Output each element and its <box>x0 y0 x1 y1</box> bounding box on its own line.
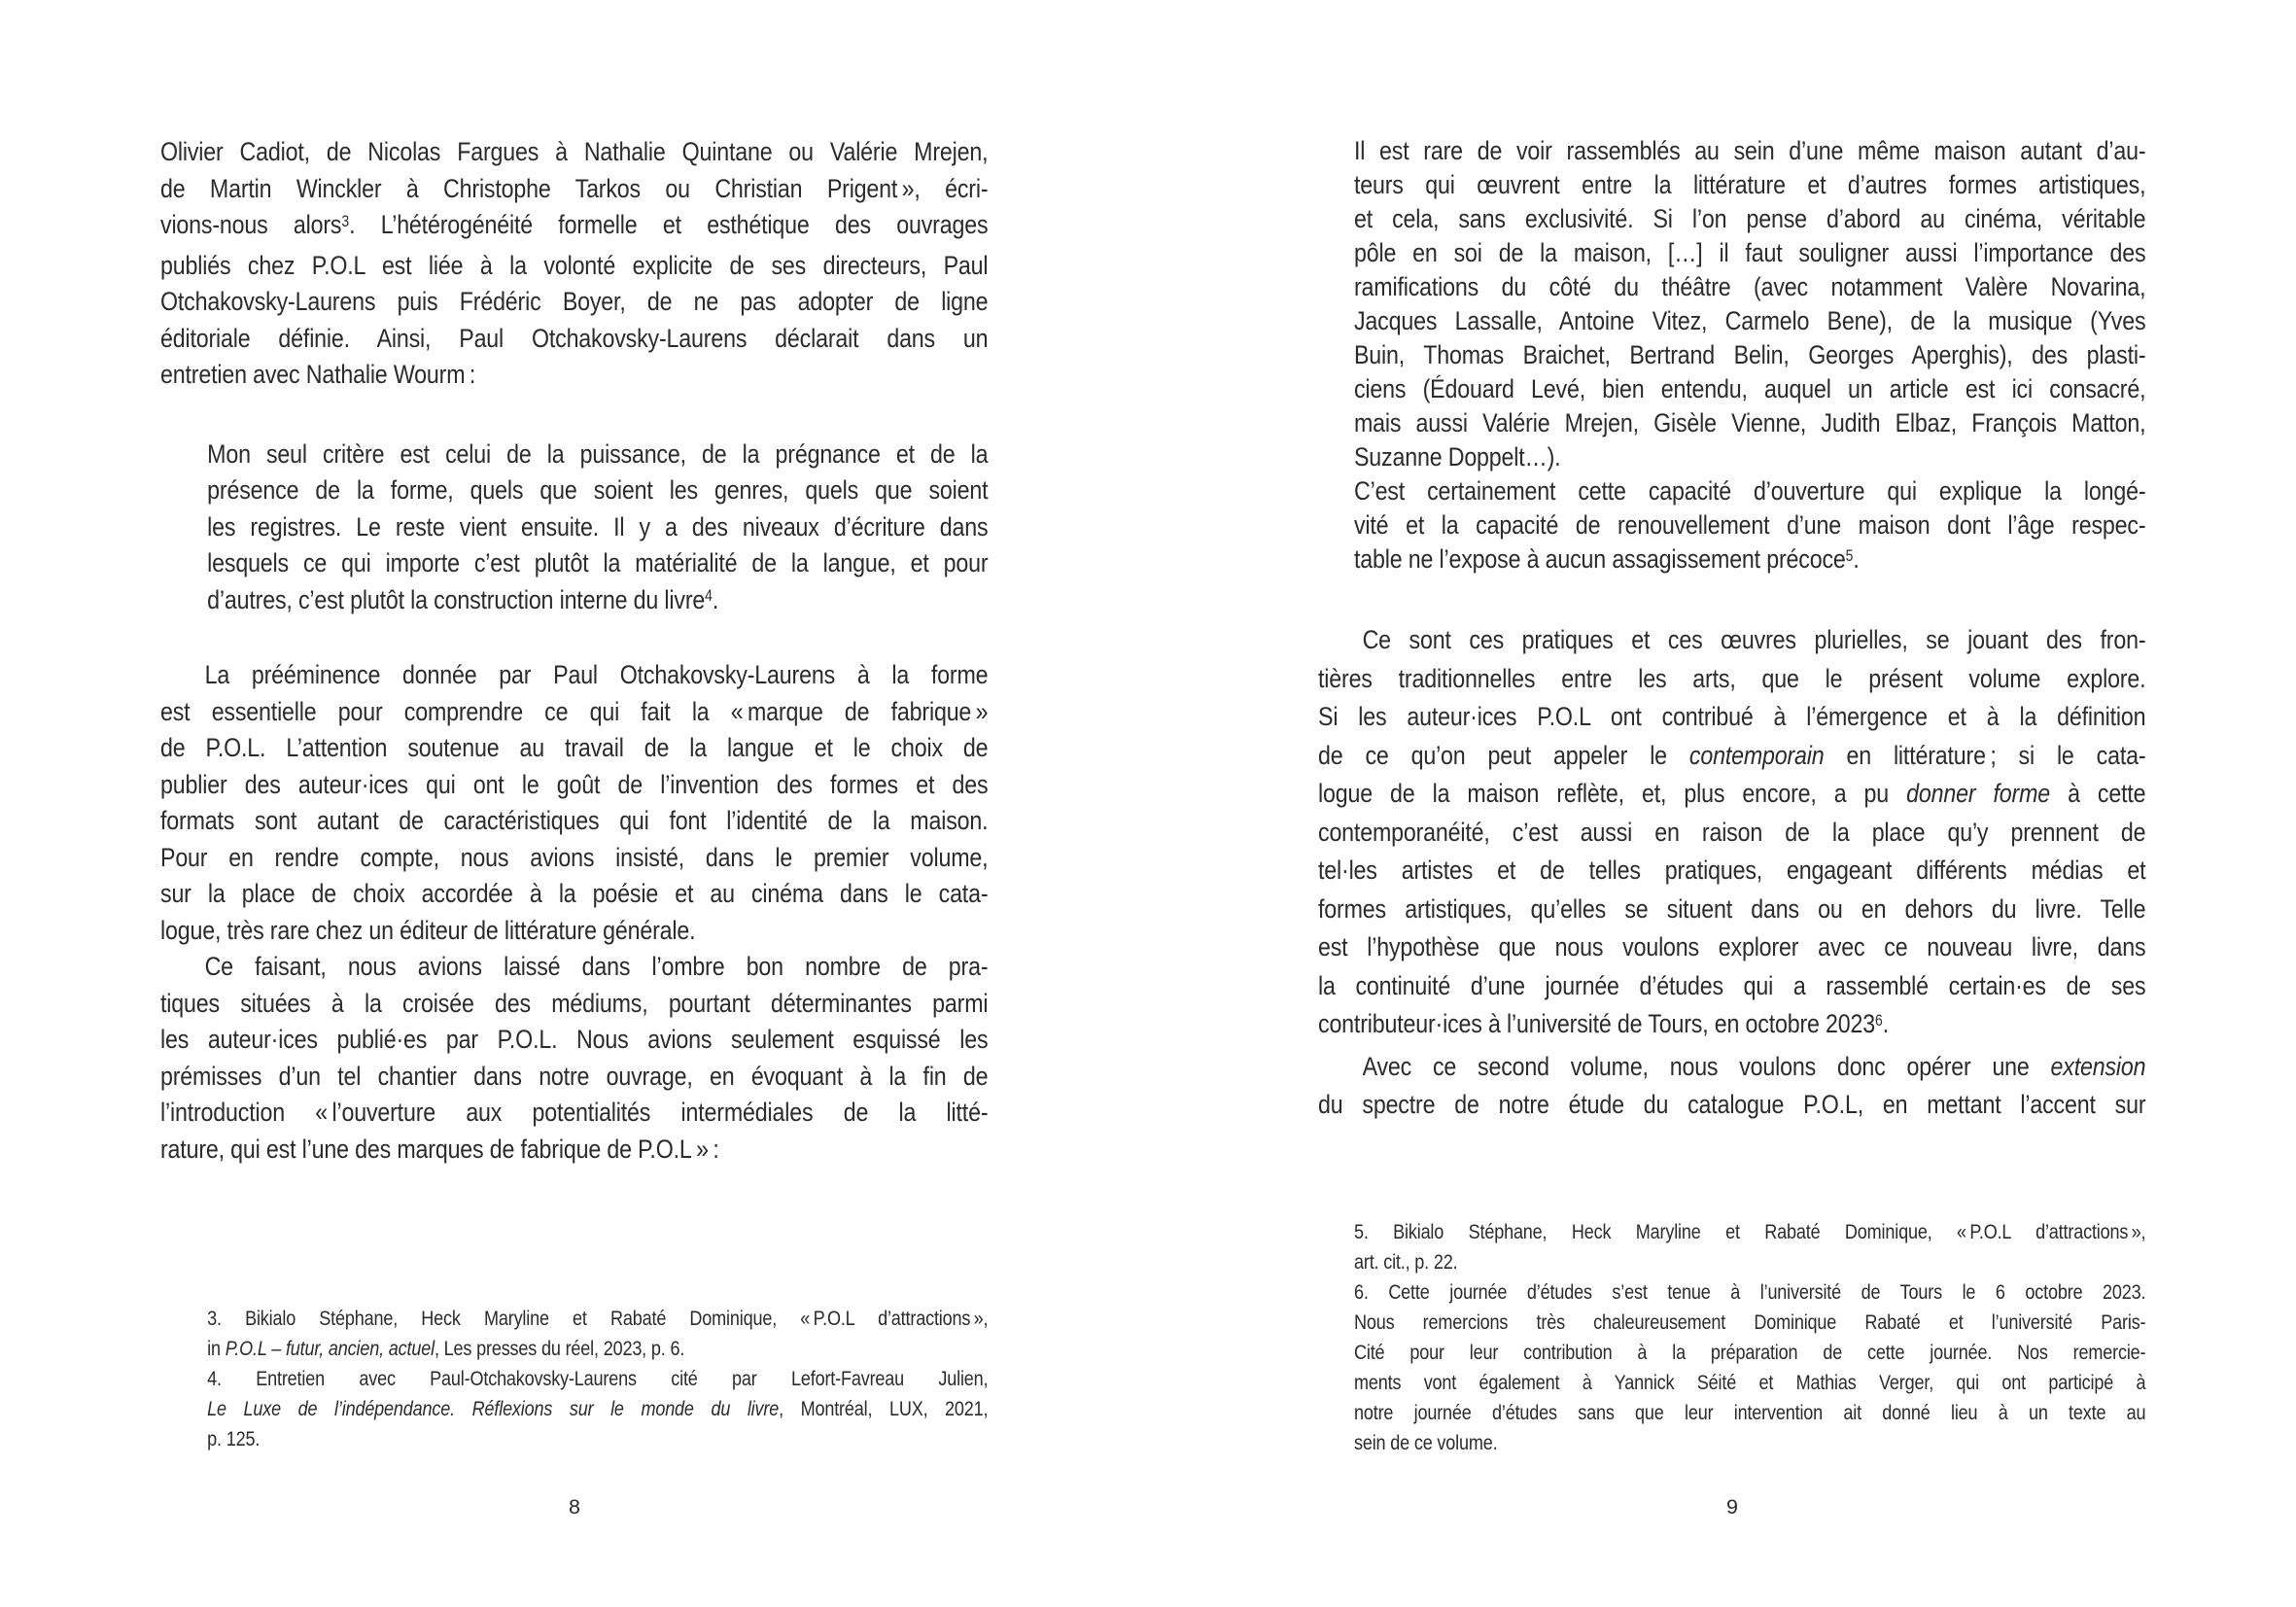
text-line <box>1354 1428 2145 1458</box>
text-line <box>160 803 988 840</box>
text-run: ments vont également à Yannick Séité et Mathias Verger, qui ont participé à <box>1353 1371 2146 1394</box>
text-run: Il est rare de voir rassemblés au sein d’une même maison autant d’au- <box>1353 136 2146 165</box>
text-run: . <box>1853 544 1860 574</box>
text-run: vité et la capacité de renouvellement d’une maison dont l’âge respec- <box>1353 510 2146 540</box>
paragraph <box>1318 621 2145 1048</box>
text-run: lesquels ce qui importe c’est plutôt la matérialité de la langue, et pour <box>207 548 989 577</box>
text-line <box>160 840 988 877</box>
text-run: les auteur·ices publié·es par P.O.L. Nous avions seulement esquissé les <box>160 1025 989 1054</box>
text-line <box>160 357 988 394</box>
text-run: 5. Bikialo Stéphane, Heck Maryline et Rabaté Dominique, « P.O.L d’attractions », <box>1353 1220 2146 1243</box>
text-line <box>1354 304 2145 338</box>
text-run: l’introduction « l’ouverture aux potentialités intermédiales de la litté- <box>160 1098 989 1127</box>
text-line <box>1354 406 2145 440</box>
page-number-right: 9 <box>1726 1495 1738 1519</box>
text-line <box>1318 1005 2145 1048</box>
text-run: art. cit., p. 22. <box>1353 1250 1458 1274</box>
text-line <box>1354 168 2145 202</box>
text-run: présence de la forme, quels que soient les genres, quels que soient <box>207 475 989 505</box>
text-run: Si les auteur·ices P.O.L ont contribué à l’émergence et à la définition <box>1318 702 2146 731</box>
text-run: est essentielle pour comprendre ce qui fait la « marque de fabrique » <box>160 696 989 726</box>
text-run: Avec ce second volume, nous voulons donc opérer une <box>1362 1051 2051 1081</box>
text-run: sein de ce volume. <box>1353 1431 1498 1454</box>
text-run: 3. Bikialo Stéphane, Heck Maryline et Rabaté Dominique, « P.O.L d’attractions », <box>207 1308 989 1330</box>
italic-text-run: P.O.L – futur, ancien, actuel <box>225 1338 435 1360</box>
text-line <box>1354 474 2145 508</box>
text-line <box>160 248 988 285</box>
text-run: en littérature ; si le cata- <box>1824 740 2146 770</box>
text-line <box>1318 852 2145 891</box>
text-run: Ce faisant, nous avions laissé dans l’ombre bon nombre de pra- <box>204 952 989 981</box>
text-line <box>1354 508 2145 542</box>
footnote-block <box>1318 1217 2145 1458</box>
text-run: Suzanne Doppelt…). <box>1353 442 1561 472</box>
text-run: prémisses d’un tel chantier dans notre ouvrage, en évoquant à la fin de <box>160 1061 989 1091</box>
text-run: de ce qu’on peut appeler le <box>1318 740 1689 770</box>
text-line <box>160 171 988 208</box>
footnote-reference: 3 <box>341 212 350 230</box>
text-run: publiés chez P.O.L est liée à la volonté explicite de ses directeurs, Paul <box>160 250 989 280</box>
paragraph <box>160 949 988 1168</box>
italic-text-run: extension <box>2050 1051 2146 1081</box>
text-run: Ce sont ces pratiques et ces œuvres plurielles, se jouant des fron- <box>1362 625 2146 654</box>
text-line <box>1354 1277 2145 1308</box>
text-run: teurs qui œuvrent entre la littérature et d’autres formes artistiques, <box>1353 170 2146 199</box>
text-line <box>1318 928 2145 967</box>
paragraph <box>160 134 988 394</box>
text-run: et cela, sans exclusivité. Si l’on pense d’abord au cinéma, véritable <box>1353 204 2146 233</box>
text-line <box>160 949 988 986</box>
page-left-text-column <box>160 0 988 1454</box>
text-line <box>160 767 988 804</box>
text-run: Nous remercions très chaleureusement Dominique Rabaté et l’université Paris- <box>1353 1310 2146 1334</box>
text-run: Buin, Thomas Braichet, Bertrand Belin, Georges Aperghis), des plasti- <box>1353 340 2146 369</box>
text-line <box>1354 1308 2145 1338</box>
text-run: . <box>1882 1009 1890 1038</box>
page-right-text-column <box>1318 0 2145 1458</box>
text-run: Mon seul critère est celui de la puissance, de la prégnance et de la <box>207 438 989 469</box>
text-line <box>207 1304 988 1334</box>
text-line <box>1318 775 2145 814</box>
text-line <box>160 657 988 694</box>
text-line <box>1318 1086 2145 1125</box>
text-run: vions-nous alors <box>160 210 342 239</box>
text-line <box>1354 1217 2145 1247</box>
text-line <box>1354 1247 2145 1277</box>
text-run: pôle en soi de la maison, […] il faut souligner aussi l’importance des <box>1353 238 2146 267</box>
text-line <box>207 1334 988 1364</box>
footnote-reference: 5 <box>1845 546 1854 565</box>
text-line <box>207 1424 988 1454</box>
text-line <box>160 1132 988 1169</box>
text-run: La prééminence donnée par Paul Otchakovsky-Laurens à la forme <box>204 660 989 689</box>
text-run: 6. Cette journée d’études s’est tenue à l’université de Tours le 6 octobre 2023. <box>1353 1280 2146 1304</box>
text-run: mais aussi Valérie Mrejen, Gisèle Vienne, Judith Elbaz, François Matton, <box>1353 408 2146 437</box>
text-line <box>1354 338 2145 372</box>
text-line <box>160 134 988 171</box>
text-run: entretien avec Nathalie Wourm : <box>160 360 476 389</box>
text-run: p. 125. <box>207 1428 261 1450</box>
text-line <box>1318 967 2145 1006</box>
text-line <box>160 1095 988 1132</box>
text-line <box>1354 440 2145 474</box>
text-line <box>160 207 988 248</box>
text-line <box>160 284 988 321</box>
text-line <box>1354 270 2145 304</box>
text-run: la continuité d’une journée d’études qui a rassemblé certain·es de ses <box>1318 970 2146 1000</box>
text-run: logue, très rare chez un éditeur de littérature générale. <box>160 915 696 945</box>
text-run: les registres. Le reste vient ensuite. Il y a des niveaux d’écriture dans <box>207 511 989 541</box>
text-line <box>1318 1048 2145 1087</box>
text-line <box>207 472 988 509</box>
text-run: Pour en rendre compte, nous avions insisté, dans le premier volume, <box>160 842 989 872</box>
text-run: 4. Entretien avec Paul-Otchakovsky-Laurens cité par Lefort-Favreau Julien, <box>207 1368 989 1390</box>
text-run: , Les presses du réel, 2023, p. 6. <box>434 1338 685 1360</box>
paragraph <box>1318 1048 2145 1125</box>
text-run: rature, qui est l’une des marques de fabrique de P.O.L » : <box>160 1134 719 1164</box>
text-line <box>207 509 988 546</box>
text-line <box>160 913 988 950</box>
text-run: Jacques Lassalle, Antoine Vitez, Carmelo Bene), de la musique (Yves <box>1353 306 2146 335</box>
text-run: logue de la maison reflète, et, plus encore, a pu <box>1318 779 1907 808</box>
text-run: publier des auteur·ices qui ont le goût de l’invention des formes et des <box>160 769 989 799</box>
text-line <box>1354 1398 2145 1428</box>
text-line <box>207 437 988 473</box>
text-line <box>1354 202 2145 236</box>
text-line <box>207 1394 988 1424</box>
text-line <box>160 986 988 1023</box>
italic-text-run: contemporain <box>1688 740 1825 770</box>
text-run: Otchakovsky-Laurens puis Frédéric Boyer, de ne pas adopter de ligne <box>160 287 989 316</box>
text-run: sur la place de choix accordée à la poésie et au cinéma dans le cata- <box>160 879 989 908</box>
text-line <box>160 321 988 358</box>
text-line <box>1354 1368 2145 1398</box>
block-quote <box>160 437 988 623</box>
text-run: ramifications du côté du théâtre (avec notamment Valère Novarina, <box>1353 272 2146 301</box>
text-line <box>160 1022 988 1059</box>
text-line <box>1354 236 2145 270</box>
paragraph <box>160 657 988 949</box>
block-quote <box>1318 134 2145 580</box>
text-line <box>1318 698 2145 737</box>
text-run: tel·les artistes et de telles pratiques, engageant différents médias et <box>1318 856 2146 885</box>
footnote-block <box>160 1304 988 1454</box>
footnote-reference: 4 <box>705 587 713 606</box>
text-run: notre journée d’études sans que leur intervention ait donné lieu à un texte au <box>1353 1401 2146 1424</box>
text-run: contemporanéité, c’est aussi en raison de la place qu’y prennent de <box>1318 817 2146 847</box>
text-run: formes artistiques, qu’elles se situent dans ou en dehors du livre. Telle <box>1318 893 2146 924</box>
text-line <box>1318 891 2145 929</box>
text-line <box>1318 660 2145 699</box>
text-run: table ne l’expose à aucun assagissement précoce <box>1353 544 1846 574</box>
text-line <box>1354 134 2145 168</box>
text-run: Olivier Cadiot, de Nicolas Fargues à Nathalie Quintane ou Valérie Mrejen, <box>160 137 989 166</box>
text-run: d’autres, c’est plutôt la construction interne du livre <box>207 584 706 614</box>
text-line <box>160 730 988 767</box>
text-line <box>1318 814 2145 853</box>
text-line <box>207 1364 988 1394</box>
text-run: . L’hétérogénéité formelle et esthétique des ouvrages <box>349 210 989 239</box>
text-run: formats sont autant de caractéristiques qui font l’identité de la maison. <box>160 806 989 835</box>
text-line <box>160 694 988 731</box>
text-run: in <box>207 1338 226 1360</box>
text-line <box>160 876 988 913</box>
italic-text-run: donner forme <box>1906 779 2050 808</box>
text-run: . <box>712 584 719 614</box>
text-run: est l’hypothèse que nous voulons explorer avec ce nouveau livre, dans <box>1318 932 2146 961</box>
text-run: tières traditionnelles entre les arts, que le présent volume explore. <box>1318 663 2146 693</box>
text-line <box>160 1059 988 1096</box>
italic-text-run: Le Luxe de l’indépendance. Réflexions sur le monde du livre <box>207 1398 780 1420</box>
text-run: éditoriale définie. Ainsi, Paul Otchakovsky-Laurens déclarait dans un <box>160 323 989 353</box>
footnote-reference: 6 <box>1875 1011 1883 1030</box>
text-run: à cette <box>2049 779 2146 808</box>
text-run: Cité pour leur contribution à la préparation de cette journée. Nos remercie- <box>1353 1341 2146 1364</box>
text-run: du spectre de notre étude du catalogue P.O.L, en mettant l’accent sur <box>1318 1090 2146 1119</box>
text-run: de P.O.L. L’attention soutenue au travail de la langue et le choix de <box>160 733 989 762</box>
text-line <box>1318 621 2145 660</box>
page-number-left: 8 <box>569 1495 580 1519</box>
text-run: ciens (Édouard Levé, bien entendu, auquel un article est ici consacré, <box>1353 374 2146 403</box>
text-line <box>1354 542 2145 580</box>
text-line <box>207 545 988 582</box>
text-line <box>1318 737 2145 776</box>
text-run: , Montréal, LUX, 2021, <box>779 1398 989 1420</box>
text-run: C’est certainement cette capacité d’ouverture qui explique la longé- <box>1353 476 2146 506</box>
text-line <box>1354 1338 2145 1368</box>
text-run: de Martin Winckler à Christophe Tarkos ou Christian Prigent », écri- <box>160 173 989 203</box>
text-line <box>207 582 988 623</box>
text-line <box>1354 372 2145 406</box>
text-run: contributeur·ices à l’université de Tours, en octobre 2023 <box>1318 1009 1876 1038</box>
text-run: tiques situées à la croisée des médiums, pourtant déterminantes parmi <box>160 988 989 1018</box>
